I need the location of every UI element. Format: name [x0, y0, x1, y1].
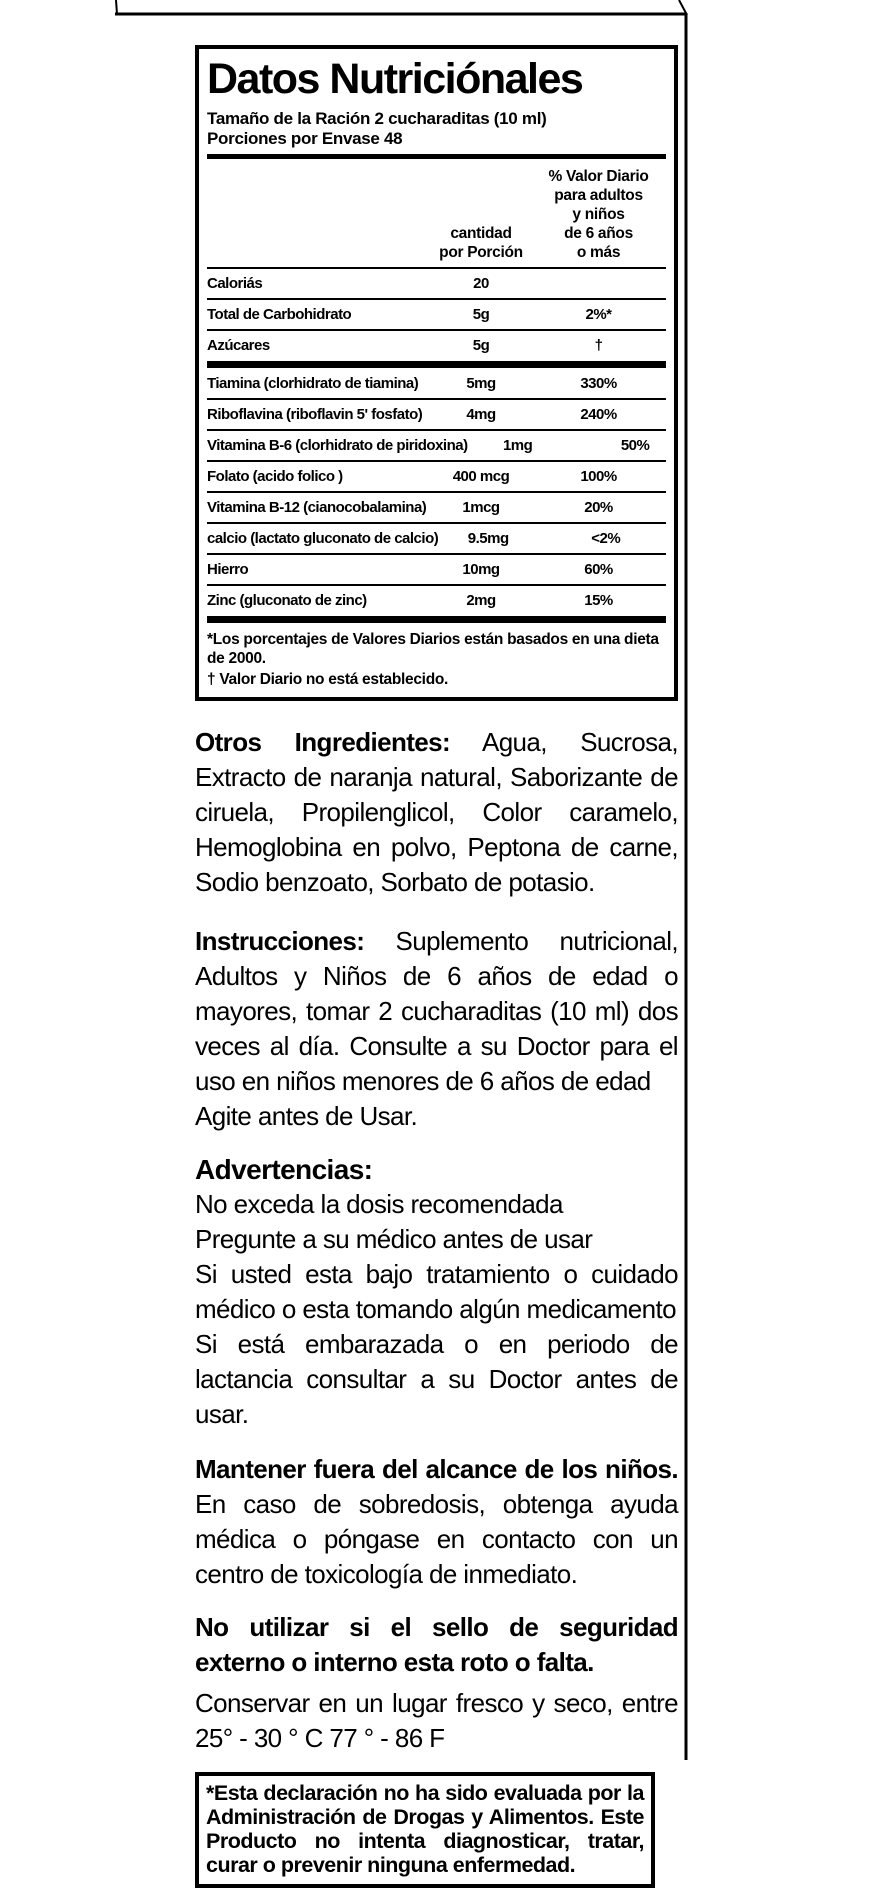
nutrient-name: calcio (lactato gluconato de calcio): [207, 530, 439, 547]
nutrient-amount: 400 mcg: [452, 468, 510, 485]
keep-away-paragraph: [195, 1452, 678, 1592]
fda-disclaimer-box: [195, 1772, 655, 1888]
table-column-headers: [207, 159, 666, 267]
fda-disclaimer-text: *Esta declaración no ha sido evaluada por la Administración de Drogas y Alimentos. Este Producto no intenta diagnosticar, tratar, curar o prevenir ninguna enfermedad.: [206, 1781, 644, 1877]
footnotes: [207, 624, 666, 689]
nutrient-dv: 50%: [620, 437, 650, 454]
nutrient-amount: 4mg: [466, 406, 496, 423]
nutrient-amount: 9.5mg: [467, 530, 509, 547]
warning-line: Si está embarazada o en periodo de lactancia consultar a su Doctor antes de usar.: [195, 1329, 678, 1429]
nutrient-name: Riboflavina (riboflavin 5' fosfato): [207, 406, 423, 423]
nutrient-amount: 1mcg: [462, 499, 500, 516]
nutrient-amount: 5mg: [466, 375, 496, 392]
nutrient-amount: 10mg: [462, 561, 500, 578]
footnote-dagger: † Valor Diario no está establecido.: [207, 671, 449, 688]
nutrient-name: Hierro: [207, 561, 249, 578]
dv-header-line: para adultos: [554, 187, 643, 204]
keep-away-heading: Mantener fuera del alcance de los niños.: [195, 1454, 678, 1484]
nutrient-amount: 20: [473, 275, 489, 292]
dv-header-line: y niños: [572, 206, 625, 223]
nutrient-row: [207, 586, 666, 615]
nutrient-row: [207, 269, 666, 298]
instructions-body: Suplemento nutricional, Adultos y Niños de 6 años de edad o mayores, tomar 2 cucharaditas (10 ml) dos veces al día. Consulte a su Doctor para el uso en niños menores de 6 años de edad: [195, 926, 679, 1096]
storage-note: Conservar en un lugar fresco y seco, entre 25° - 30 ° C 77 ° - 86 F: [195, 1688, 678, 1753]
dv-header-line: de 6 años: [564, 225, 633, 242]
nutrient-name: Caloriás: [207, 275, 263, 292]
nutrient-dv: 20%: [584, 499, 613, 516]
seal-warning: No utilizar si el sello de seguridad externo o interno esta roto o falta.: [195, 1612, 678, 1677]
nutrient-dv: †: [594, 337, 603, 354]
nutrient-row: [207, 524, 666, 553]
instructions-heading: Instrucciones:: [195, 926, 365, 956]
nutrient-name: Folato (acido folico ): [207, 468, 343, 485]
amount-header-line: por Porción: [439, 244, 523, 261]
thick-rule: [207, 616, 666, 623]
nutrient-dv: <2%: [591, 530, 621, 547]
nutrient-row: [207, 300, 666, 329]
nutrient-row: [207, 462, 666, 491]
nutrient-name: Vitamina B-6 (clorhidrato de piridoxina): [207, 437, 468, 454]
shake-before-use: Agite antes de Usar.: [195, 1101, 418, 1131]
footnote-daily-values: *Los porcentajes de Valores Diarios están basados en una dieta de 2000.: [207, 631, 659, 667]
nutrient-amount: 5g: [472, 306, 490, 323]
other-ingredients-heading: Otros Ingredientes:: [195, 727, 451, 757]
nutrient-amount: 5g: [472, 337, 490, 354]
nutrient-amount: 2mg: [466, 592, 496, 609]
nutrient-row: [207, 400, 666, 429]
nutrient-dv: 100%: [580, 468, 617, 485]
nutrient-dv: 240%: [580, 406, 617, 423]
nutrition-title: Datos Nutriciónales: [207, 55, 583, 103]
nutrient-name: Vitamina B-12 (cianocobalamina): [207, 499, 427, 516]
dv-header-line: % Valor Diario: [548, 168, 649, 185]
servings-per-container: Porciones por Envase 48: [207, 129, 403, 148]
amount-header-line: cantidad: [450, 225, 512, 242]
keep-away-body: En caso de sobredosis, obtenga ayuda médica o póngase en contacto con un centro de toxicología de inmediato.: [195, 1489, 678, 1589]
warnings-heading: Advertencias:: [195, 1154, 373, 1185]
warning-line: Si usted esta bajo tratamiento o cuidado médico o esta tomando algún medicamento: [195, 1259, 678, 1324]
dv-column-header: [531, 167, 666, 262]
amount-column-header: [431, 224, 531, 262]
nutrient-name: Total de Carbohidrato: [207, 306, 352, 323]
nutrient-name: Tiamina (clorhidrato de tiamina): [207, 375, 419, 392]
thick-rule: [207, 361, 666, 368]
warnings-section: [195, 1152, 678, 1432]
other-ingredients-body: Agua, Sucrosa, Extracto de naranja natural, Saborizante de ciruela, Propilenglicol, Color caramelo, Hemoglobina en polvo, Peptona de carne, Sodio benzoato, Sorbato de potasio.: [195, 727, 678, 897]
instructions-paragraph: [195, 924, 678, 1099]
warning-line: No exceda la dosis recomendada: [195, 1189, 563, 1219]
nutrient-dv: 15%: [584, 592, 613, 609]
nutrient-name: Zinc (gluconato de zinc): [207, 592, 367, 609]
label-content: [195, 45, 678, 1888]
warning-line: Pregunte a su médico antes de usar: [195, 1224, 593, 1254]
nutrient-dv: 330%: [580, 375, 617, 392]
nutrient-row: [207, 493, 666, 522]
instructions-section: [195, 924, 678, 1134]
nutrient-row: [207, 369, 666, 398]
nutrient-name: Azúcares: [207, 337, 270, 354]
other-ingredients-paragraph: [195, 725, 678, 900]
nutrient-row: [207, 331, 666, 360]
nutrient-amount: 1mg: [502, 437, 533, 454]
nutrient-row: [207, 431, 666, 460]
nutrient-row: [207, 555, 666, 584]
nutrient-dv: 60%: [584, 561, 613, 578]
serving-size: Tamaño de la Ración 2 cucharaditas (10 ml): [207, 109, 547, 128]
nutrition-facts-box: [195, 45, 678, 701]
nutrient-dv: 2%*: [585, 306, 612, 323]
dv-header-line: o más: [576, 244, 621, 261]
